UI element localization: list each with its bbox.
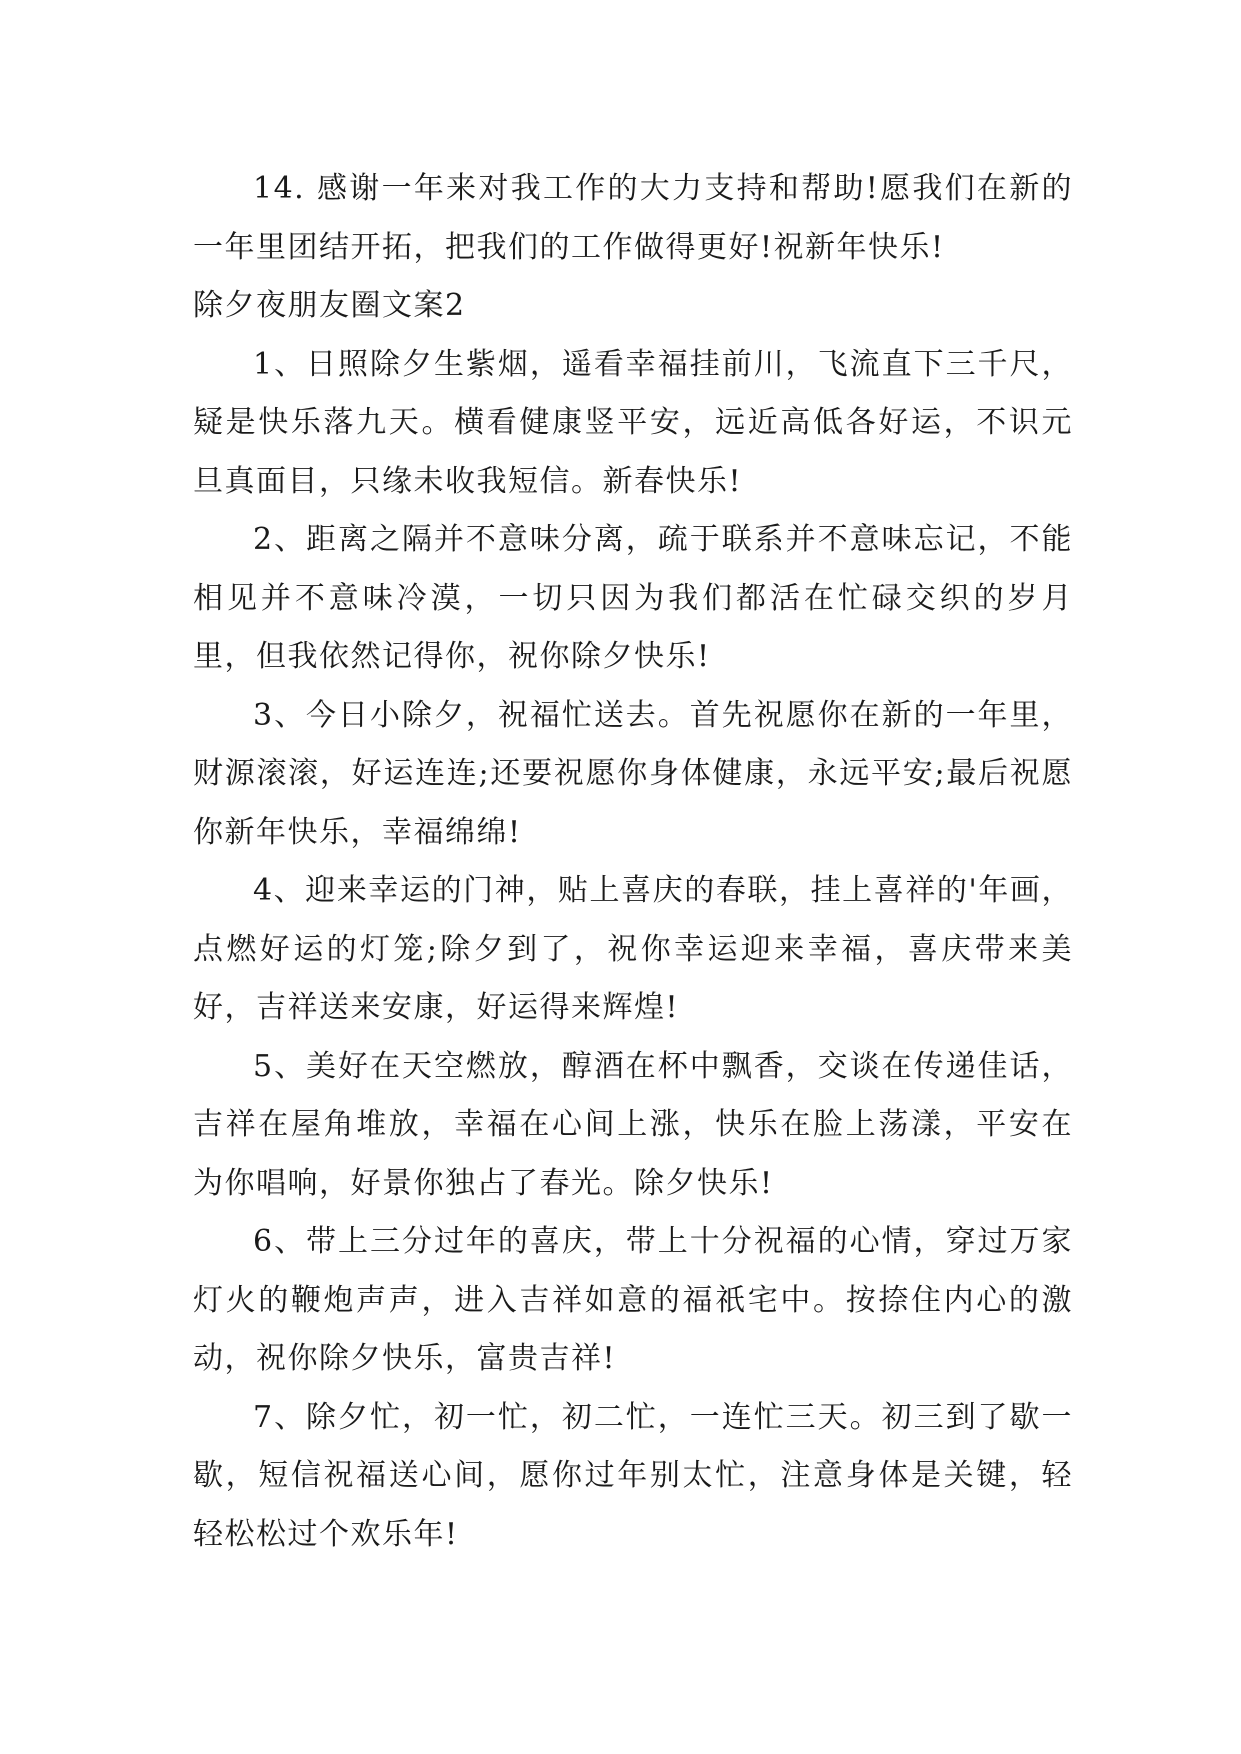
paragraph-6: 6、带上三分过年的喜庆，带上十分祝福的心情，穿过万家灯火的鞭炮声声，进入吉祥如意的福祇宅中。按捺住内心的激动，祝你除夕快乐，富贵吉祥! — [193, 1224, 1073, 1376]
paragraph-5: 5、美好在天空燃放，醇酒在杯中飘香，交谈在传递佳话，吉祥在屋角堆放，幸福在心间上涨，快乐在脸上荡漾，平安在为你唱响，好景你独占了春光。除夕快乐! — [193, 1048, 1073, 1201]
paragraph-4: 4、迎来幸运的门神，贴上喜庆的春联，挂上喜祥的'年画，点燃好运的灯笼;除夕到了，祝你幸运迎来幸福，喜庆带来美好，吉祥送来安康，好运得来辉煌! — [193, 873, 1073, 1025]
paragraph-7: 7、除夕忙，初一忙，初二忙，一连忙三天。初三到了歇一歇，短信祝福送心间，愿你过年别太忙，注意身体是关键，轻轻松松过个欢乐年! — [193, 1399, 1073, 1552]
section-heading: 除夕夜朋友圈文案2 — [193, 288, 466, 323]
paragraph-1: 1、日照除夕生紫烟，遥看幸福挂前川，飞流直下三千尺，疑是快乐落九天。横看健康竖平安，远近高低各好运，不识元旦真面目，只缘未收我短信。新春快乐! — [193, 346, 1073, 499]
paragraph-2: 2、距离之隔并不意味分离，疏于联系并不意味忘记，不能相见并不意味冷漠，一切只因为我们都活在忙碌交织的岁月里，但我依然记得你，祝你除夕快乐! — [193, 522, 1073, 674]
intro-paragraph: 14. 感谢一年来对我工作的大力支持和帮助!愿我们在新的一年里团结开拓，把我们的工作做得更好!祝新年快乐! — [193, 171, 1073, 265]
paragraph-3: 3、今日小除夕，祝福忙送去。首先祝愿你在新的一年里，财源滚滚，好运连连;还要祝愿你身体健康，永远平安;最后祝愿你新年快乐，幸福绵绵! — [193, 697, 1073, 850]
document-body — [193, 160, 1073, 1564]
